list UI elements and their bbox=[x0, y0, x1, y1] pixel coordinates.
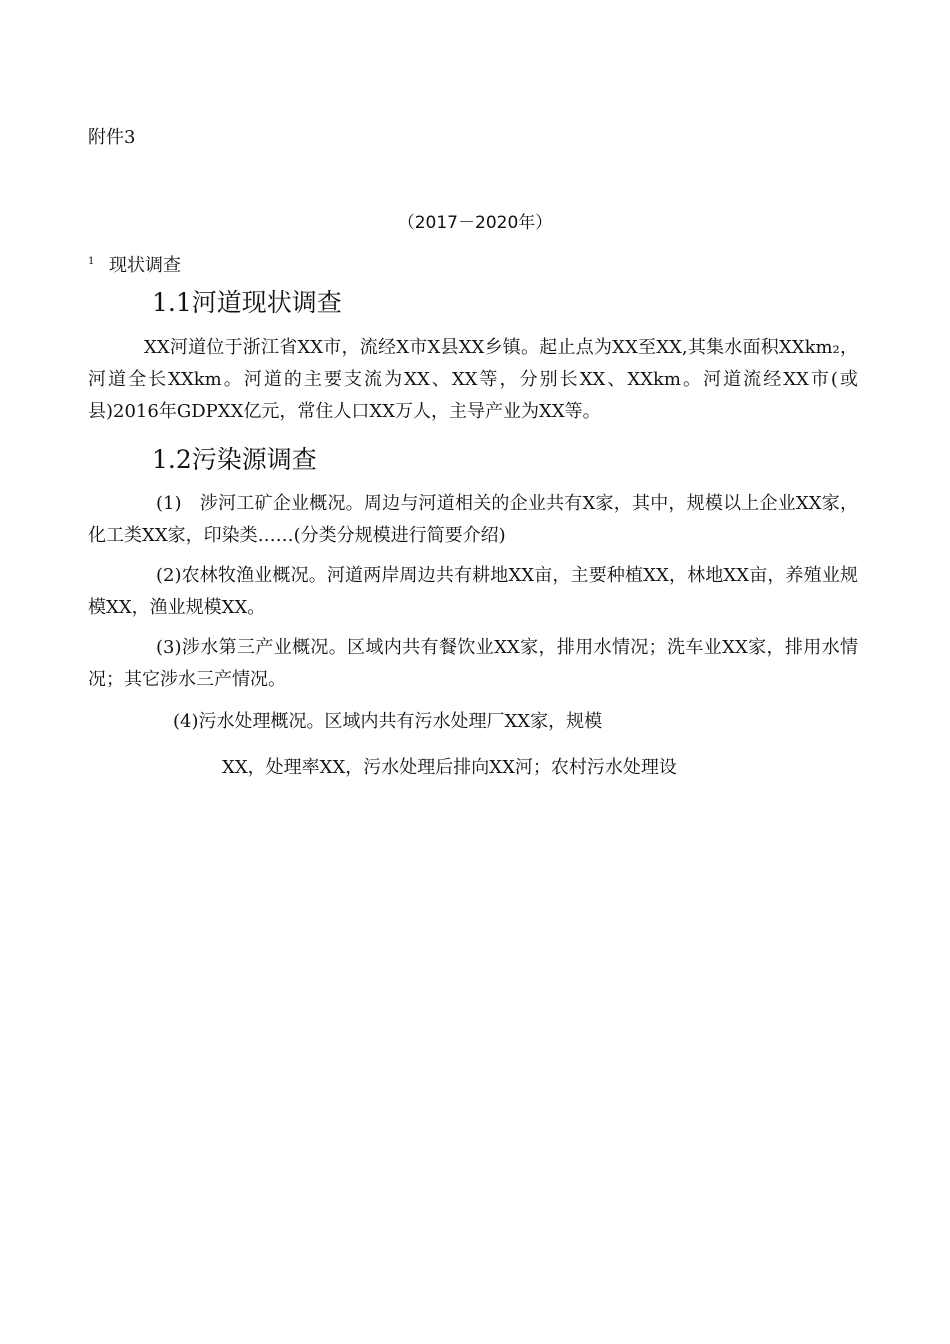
pollution-item-sewage-line1: (4)污水处理概况。区域内共有污水处理厂XX家，规模 bbox=[173, 711, 603, 732]
subsection-heading-pollution-sources: 1.2污染源调查 bbox=[152, 445, 317, 474]
section-title: 现状调查 bbox=[109, 255, 181, 276]
section-number: 1 bbox=[88, 256, 95, 267]
pollution-item-industry: (1) 涉河工矿企业概况。周边与河道相关的企业共有X家，其中，规模以上企业XX家，化工类XX家，印染类……(分类分规模进行简要介绍) bbox=[88, 493, 858, 546]
pollution-item-tertiary: (3)涉水第三产业概况。区域内共有餐饮业XX家，排用水情况；洗车业XX家，排用水情况；其它涉水三产情况。 bbox=[88, 637, 858, 690]
pollution-item-agriculture: (2)农林牧渔业概况。河道两岸周边共有耕地XX亩，主要种植XX，林地XX亩，养殖业规模XX，渔业规模XX。 bbox=[88, 565, 858, 618]
attachment-label: 附件3 bbox=[88, 127, 136, 148]
river-status-paragraph: XX河道位于浙江省XX市，流经X市X县XX乡镇。起止点为XX至XX,其集水面积XXkm₂，河道全长XXkm。河道的主要支流为XX、XX等，分别长XX、XXkm。河道流经XX市(或县)2016年GDPXX亿元，常住人口XX万人，主导产业为XX等。 bbox=[88, 337, 859, 422]
pollution-item-sewage-line2: XX，处理率XX，污水处理后排向XX河；农村污水处理设 bbox=[222, 757, 677, 778]
plan-period-subtitle: （2017－2020年） bbox=[397, 213, 553, 233]
subsection-heading-river-status: 1.1河道现状调查 bbox=[152, 288, 342, 317]
